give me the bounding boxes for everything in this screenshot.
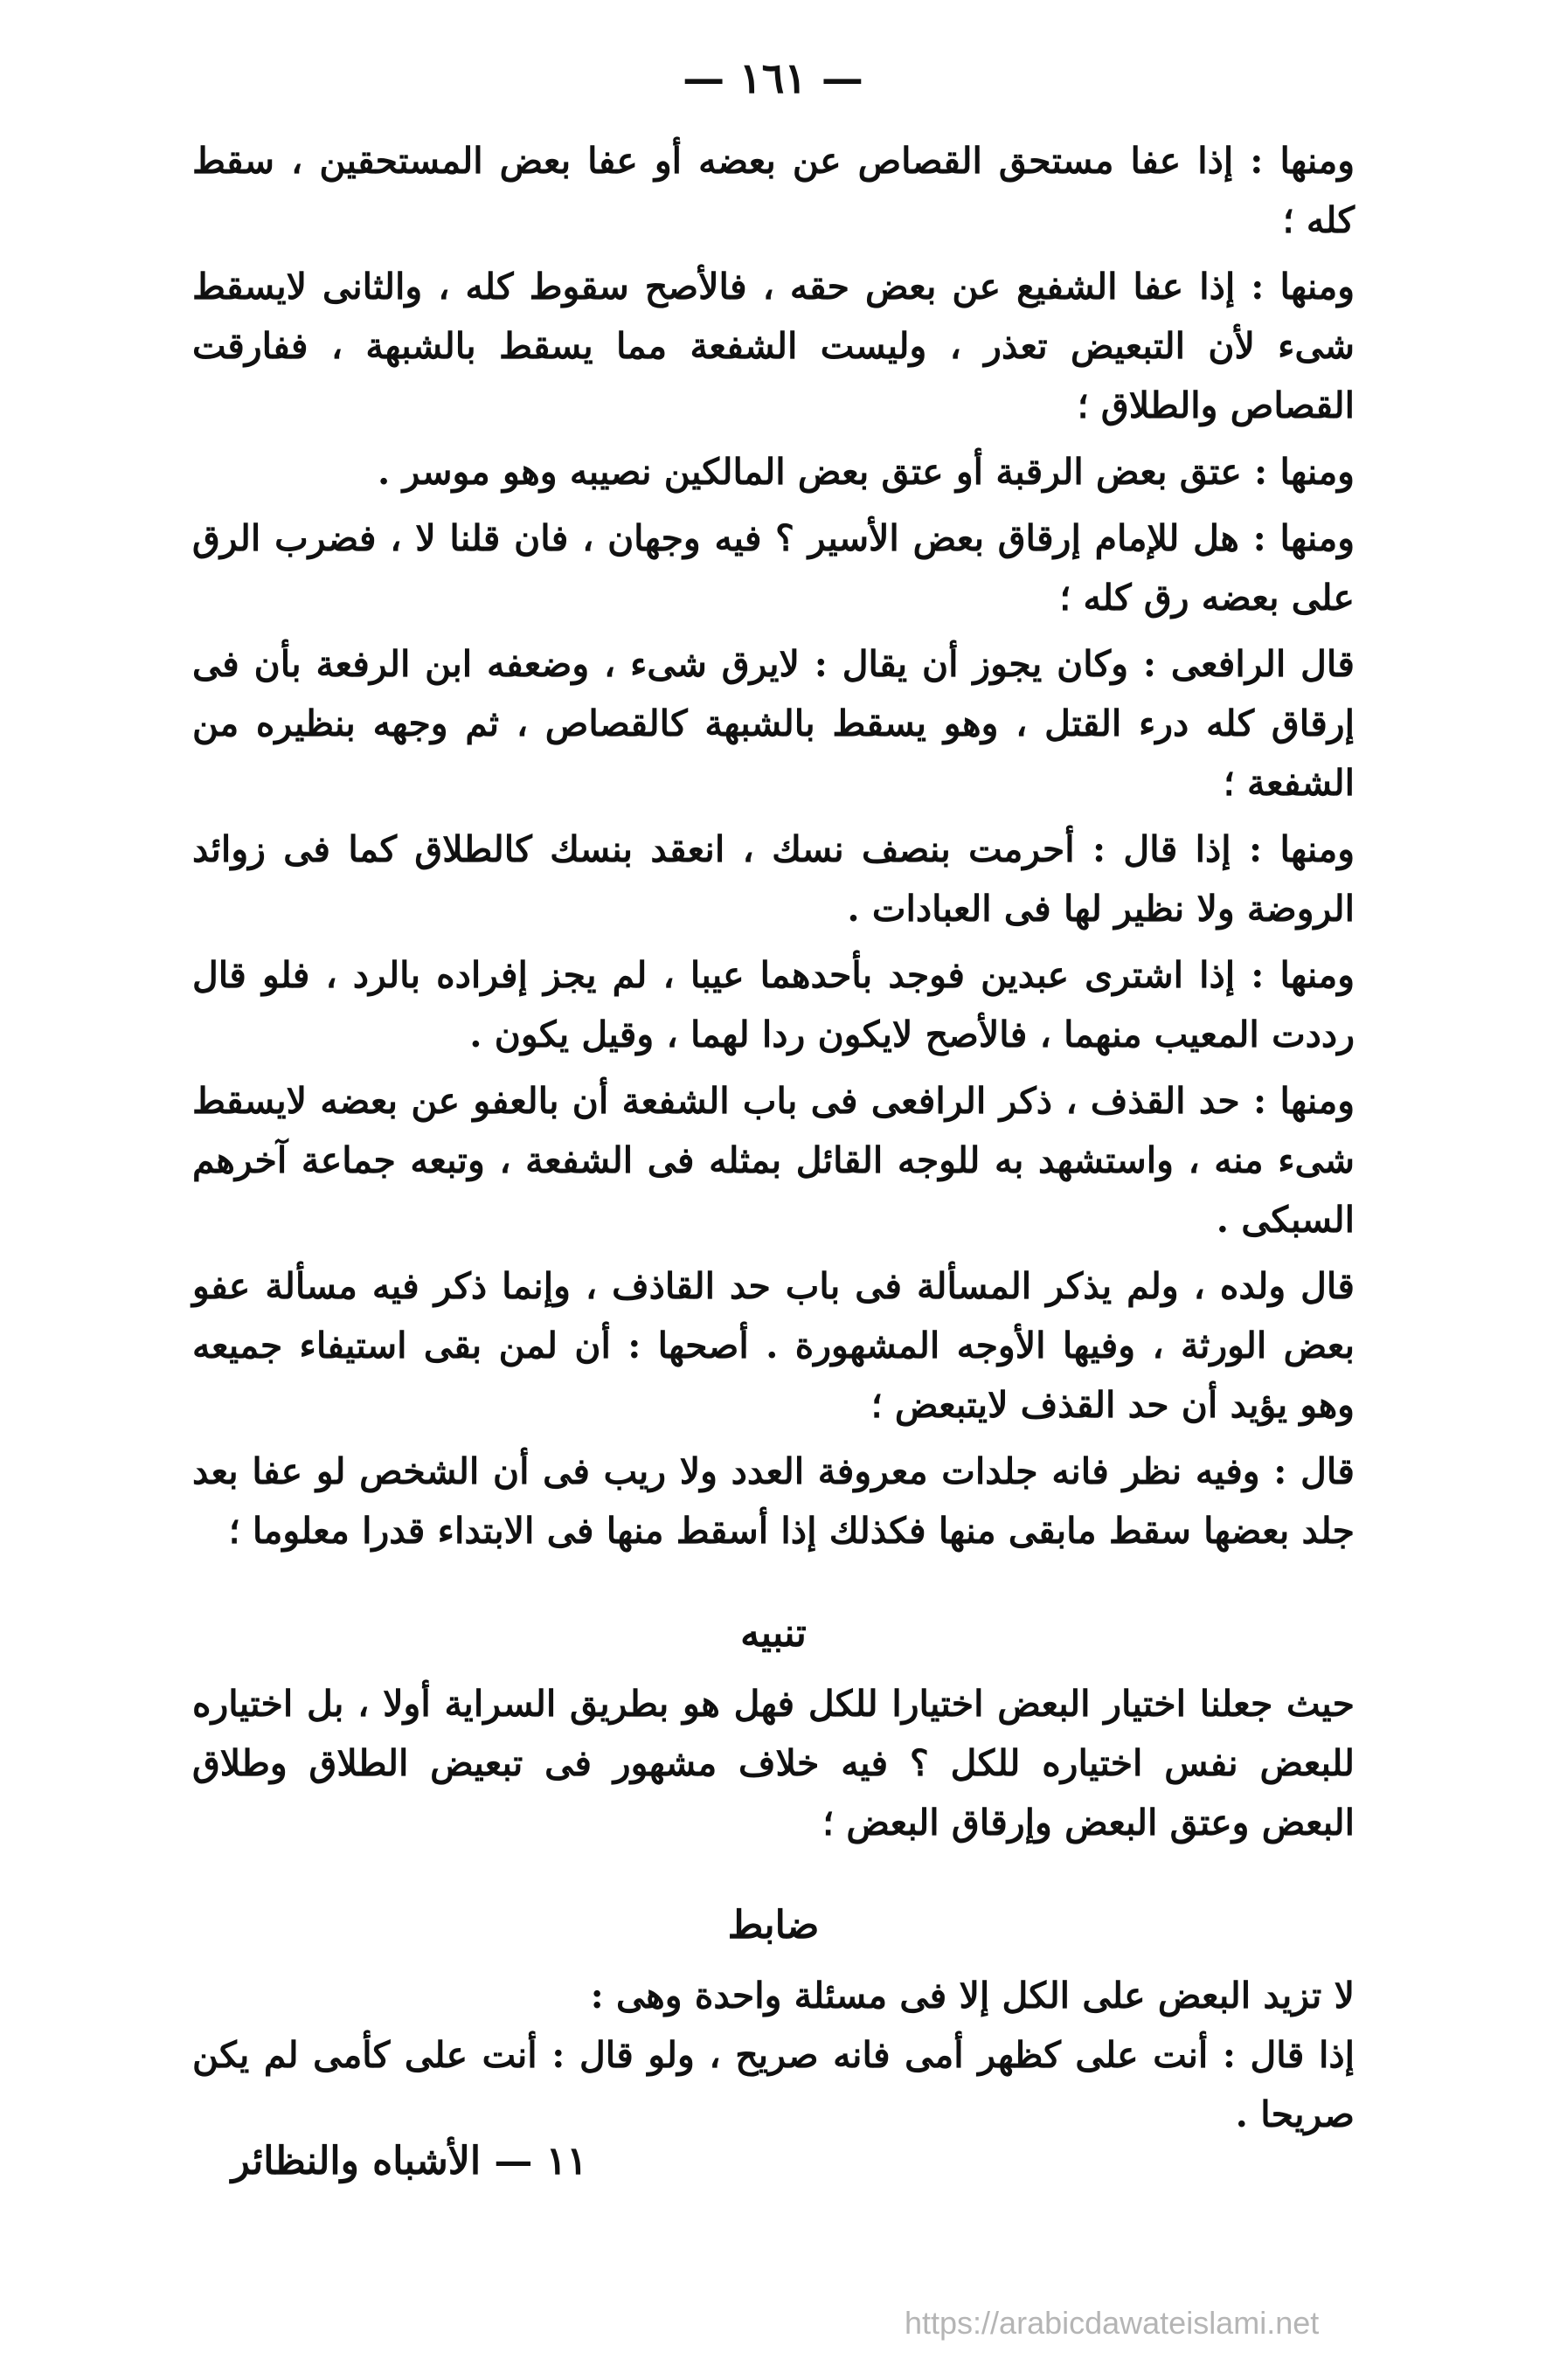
paragraph-defective-slave: ومنها : إذا اشترى عبدين فوجد بأحدهما عيبا ، لم يجز إفراده بالرد ، فلو قال رددت المعيب منهما ، فالأصح لايكون ردا لهما ، وقيل يكون . [192,954,1355,1055]
page-number: — ١٦١ — [683,54,863,103]
paragraph-manumission: ومنها : عتق بعض الرقبة أو عتق بعض المالكين نصيبه وهو موسر . [378,451,1355,493]
paragraph-son-remark: قال ولده ، ولم يذكر المسألة فى باب حد القاذف ، وإنما ذكر فيه مسألة عفو بعض الورثة ، وفيها الأوجه المشهورة . أصحها : أن لمن بقى استيفاء جميعه وهو يؤيد أن حد القذف لايتبعض ؛ [192,1265,1355,1426]
paragraph-captive-enslavement: ومنها : هل للإمام إرقاق بعض الأسير ؟ فيه وجهان ، فان قلنا لا ، فضرب الرق على بعضه رق كله ؛ [192,517,1355,619]
paragraph-ihram: ومنها : إذا قال : أحرمت بنصف نسك ، انعقد بنسك كالطلاق كما فى زوائد الروضة ولا نظير لها فى العبادات . [192,828,1355,930]
paragraph-qadhf-punishment: ومنها : حد القذف ، ذكر الرافعى فى باب الشفعة أن بالعفو عن بعضه لايسقط شىء منه ، واستشهد به للوجه القائل بمثله فى الشفعة ، وتبعه جماعة آخرهم السبكى . [192,1080,1355,1241]
paragraph-objection: قال : وفيه نظر فانه جلدات معروفة العدد ولا ريب فى أن الشخص لو عفا بعد جلد بعضها سقط مابقى منها فكذلك إذا أسقط منها فى الابتداء قدرا معلوما ؛ [192,1450,1355,1552]
paragraph-retaliation-pardon: ومنها : إذا عفا مستحق القصاص عن بعضه أو عفا بعض المستحقين ، سقط كله ؛ [192,140,1355,241]
heading-dabit: ضابط [727,1903,820,1948]
watermark-url: https://arabicdawateislami.net [905,2305,1320,2341]
paragraph-rafii-opinion: قال الرافعى : وكان يجوز أن يقال : لايرق شىء ، وضعفه ابن الرفعة بأن فى إرقاق كله درء القتل ، وهو يسقط بالشبهة كالقصاص ، ثم وجهه بنظيره من الشفعة ؛ [192,643,1355,804]
page-body [192,131,1355,2151]
heading-tanbih: تنبيه [740,1611,807,1656]
footer-signature: ١١ — الأشباه والنظائر [231,2139,587,2183]
paragraph-dabit-example: إذا قال : أنت على كظهر أمى فانه صريح ، ولو قال : أنت على كأمى لم يكن صريحا . [192,2034,1355,2135]
paragraph-preemption-pardon: ومنها : إذا عفا الشفيع عن بعض حقه ، فالأصح سقوط كله ، والثانى لايسقط شىء لأن التبعيض تعذر ، وليست الشفعة مما يسقط بالشبهة ، ففارقت القصاص والطلاق ؛ [192,266,1355,426]
paragraph-tanbih: حيث جعلنا اختيار البعض اختيارا للكل فهل هو بطريق السراية أولا ، بل اختياره للبعض نفس اختياره للكل ؟ فيه خلاف مشهور فى تبعيض الطلاق وطلاق البعض وعتق البعض وإرقاق البعض ؛ [192,1683,1355,1844]
paragraph-dabit-rule: لا تزيد البعض على الكل إلا فى مسئلة واحدة وهى : [590,1975,1355,2017]
